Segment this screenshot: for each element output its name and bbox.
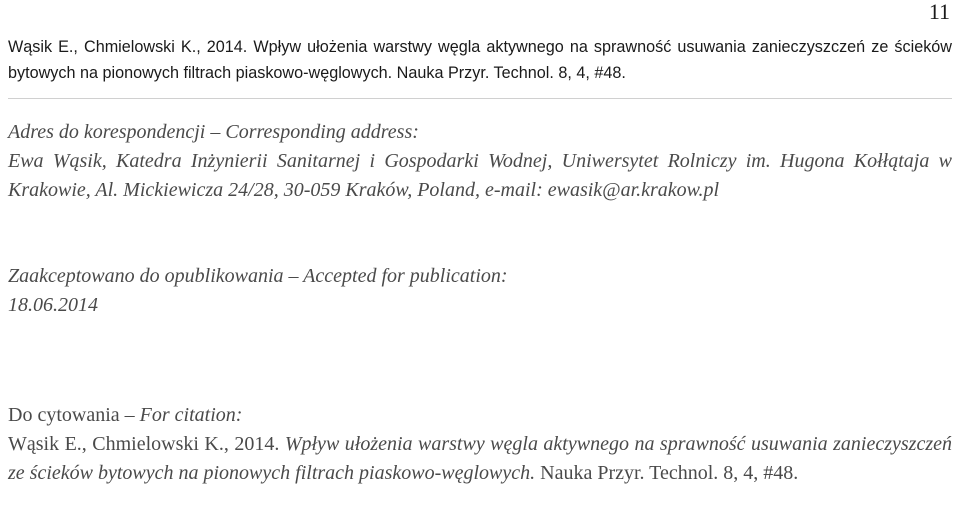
page-number: 11 (928, 0, 950, 24)
citation-heading-pl: Do cytowania – (8, 404, 140, 426)
citation-authors: Wąsik E., Chmielowski K., 2014. (8, 433, 285, 455)
citation-section (8, 401, 952, 488)
correspondence-section (8, 118, 952, 205)
acceptance-date: 18.06.2014 (8, 294, 98, 316)
header-divider (8, 98, 952, 99)
citation-heading-en: For citation: (139, 404, 243, 426)
acceptance-section (8, 262, 952, 320)
citation-heading (8, 401, 952, 430)
citation-journal: Nauka Przyr. Technol. 8, 4, #48. (535, 462, 799, 484)
citation-title: Wpływ ułożenia warstwy węgla aktywnego na sprawność usuwania zanieczyszczeń ze ścieków bytowych na pionowych filtrach piaskowo-węglowych. (8, 433, 952, 484)
running-header: Wąsik E., Chmielowski K., 2014. Wpływ ułożenia warstwy węgla aktywnego na sprawność usuwania zanieczyszczeń ze ścieków bytowych na pionowych filtrach piaskowo-węglowych. Nauka Przyr. Technol. 8, 4, #48. (8, 38, 952, 82)
acceptance-heading: Zaakceptowano do opublikowania – Accepted for publication: (8, 265, 508, 287)
citation-text (8, 430, 952, 488)
correspondence-address: Ewa Wąsik, Katedra Inżynierii Sanitarnej i Gospodarki Wodnej, Uniwersytet Rolniczy im. Hugona Kołłątaja w Krakowie, Al. Mickiewicza 24/28, 30-059 Kraków, Poland, e-mail: ewasik@ar.krakow.pl (8, 150, 952, 201)
correspondence-heading: Adres do korespondencji – Corresponding address: (8, 121, 419, 143)
